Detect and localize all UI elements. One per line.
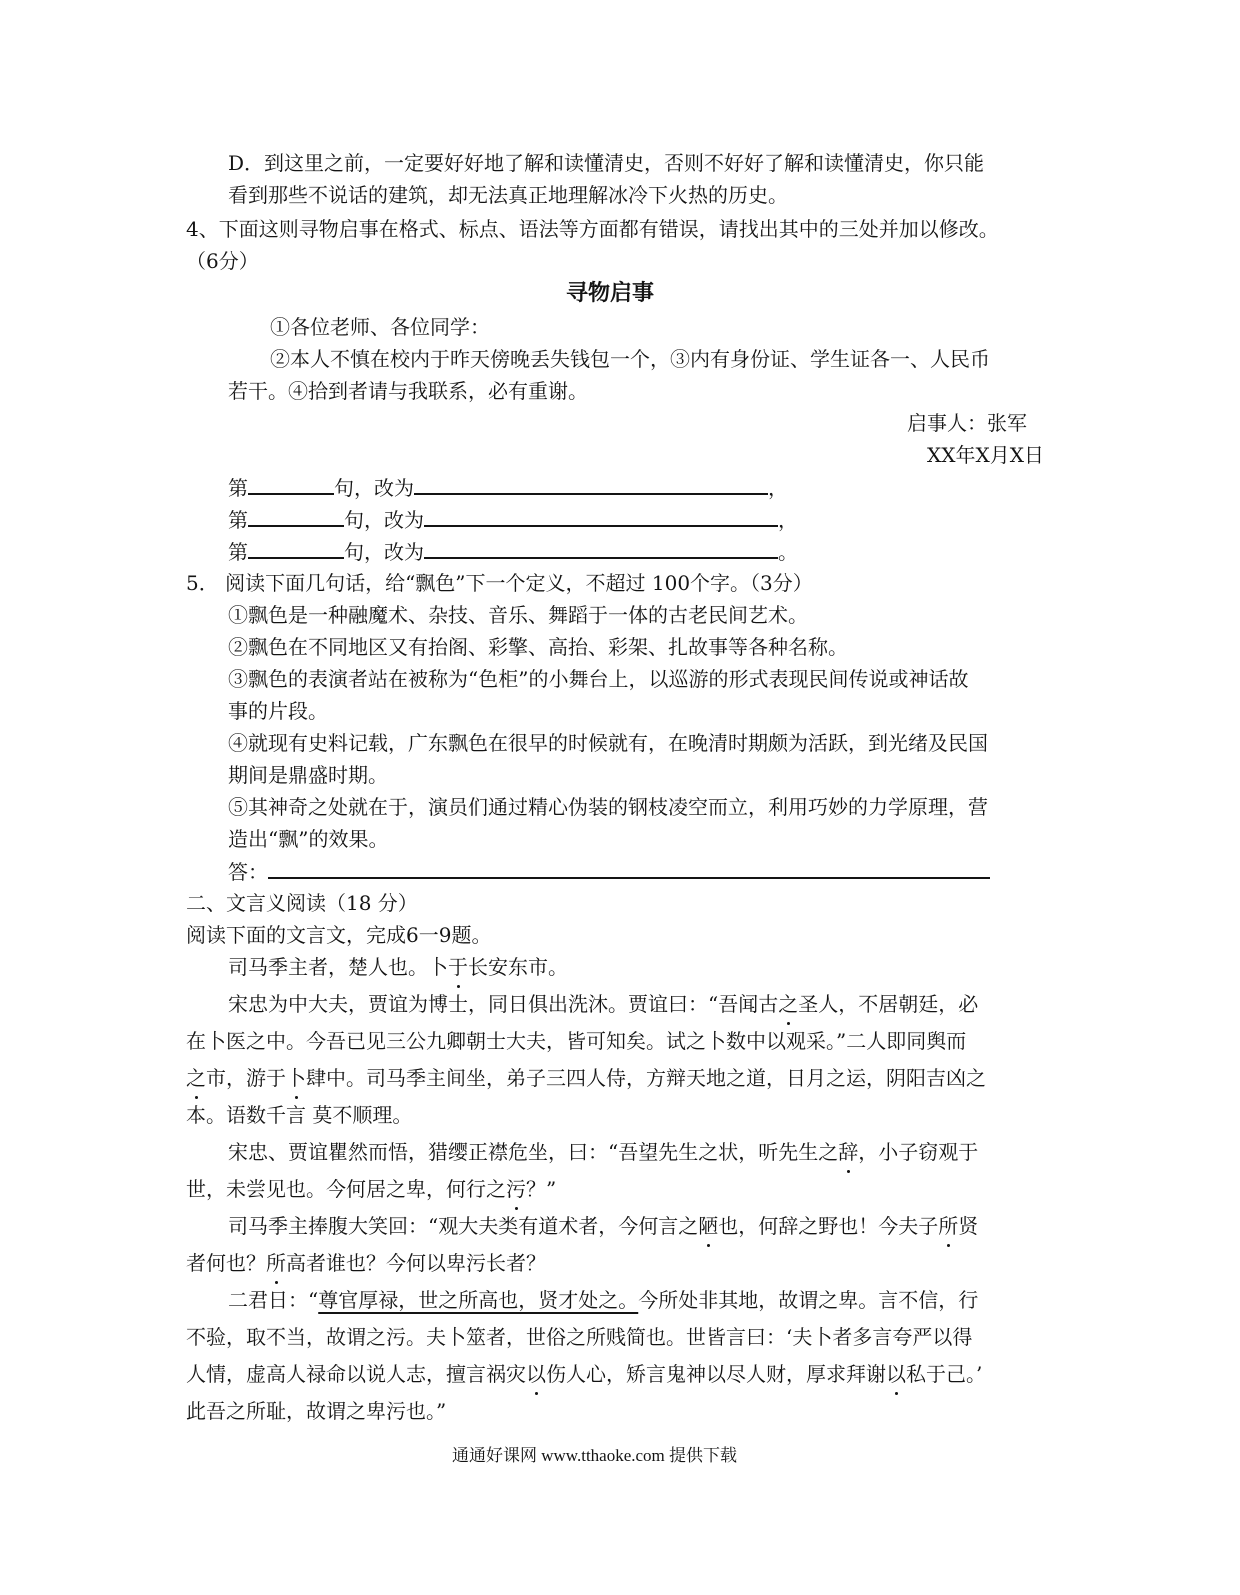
emphasis-char: 污 [506, 1177, 526, 1201]
text-run: 世，未尝见也。今何居之卑，何行之 [186, 1177, 506, 1201]
question-4-prompt: 4、下面这则寻物启事在格式、标点、语法等方面都有错误，请找出其中的三处并加以修改。 [186, 217, 999, 241]
emphasis-char: 之 [778, 992, 799, 1016]
text-run: 二君日：“ [228, 1288, 319, 1312]
sentence-3-line-1: ③飘色的表演者站在被称为“色柜”的小舞台上，以巡游的形式表现民间传说或神话故 [228, 667, 969, 691]
text-run: 宋忠、贾谊瞿然而悟，猎缨正襟危坐，曰：“吾望先生之状，听先生之 [228, 1140, 839, 1164]
text-run: 司马季主捧腹大笑回：“观大夫类有道术者，今何言之 [228, 1214, 699, 1238]
text-run: 也，何辞之野也！今夫子 [718, 1214, 939, 1238]
sentence-1: ①飘色是一种融魔术、杂技、音乐、舞蹈于一体的古老民间艺术。 [228, 603, 808, 627]
question-5-prompt: 5． 阅读下面几句话，给“飘色”下一个定义，不超过 100个字。（3分） [186, 571, 813, 595]
fill-label: 第 [228, 476, 248, 500]
passage-p2-line-4: 本。语数千言 莫不顺理。 [186, 1103, 413, 1127]
fill-label: 句，改为 [344, 540, 424, 564]
sentence-5-line-1: ⑤其神奇之处就在于，演员们通过精心伪装的钢枝凌空而立，利用巧妙的力学原理，营 [228, 795, 988, 819]
emphasis-char: 于 [448, 955, 468, 979]
option-d-line-2: 看到那些不说话的建筑，却无法真正地理解冰冷下火热的历史。 [228, 183, 788, 207]
fill-label: 句，改为 [344, 508, 424, 532]
emphasis-char: 陋 [698, 1214, 719, 1238]
emphasis-char: 辞 [838, 1140, 859, 1164]
answer-blank[interactable] [268, 857, 990, 879]
passage-p5-line-3 [186, 1360, 982, 1388]
notice-signer: 启事人：张军 [907, 411, 1027, 435]
passage-p2-line-1 [228, 990, 978, 1018]
section-2-heading: 二、文言义阅读（18 分） [186, 891, 418, 915]
fill-label: 第 [228, 508, 248, 532]
notice-line-1: ①各位老师、各位同学： [270, 315, 490, 339]
question-4-score: （6分） [186, 249, 259, 273]
sentence-number-blank[interactable] [248, 473, 334, 495]
sentence-5-line-2: 造出“飘”的效果。 [228, 827, 389, 851]
text-run: 今所处非其地，故谓之卑。言不信，行 [638, 1288, 979, 1312]
fill-row-1 [228, 473, 788, 502]
text-run: 市，游于 [206, 1066, 286, 1090]
emphasis-char: 以 [886, 1362, 906, 1386]
section-2-instruction: 阅读下面的文言文，完成6一9题。 [186, 923, 492, 947]
page-footer: 通通好课网 www.tthaoke.com 提供下载 [452, 1446, 738, 1465]
text-run: 人情，虚高人禄命以说人志，擅言祸灾 [186, 1362, 526, 1386]
fill-label: 句，改为 [334, 476, 414, 500]
emphasis-char: 之 [186, 1066, 206, 1090]
notice-line-2: ②本人不慎在校内于昨天傍晚丢失钱包一个，③内有身份证、学生证各一、人民币 [270, 347, 990, 371]
emphasis-char: 以 [526, 1362, 546, 1386]
fill-label: 第 [228, 540, 248, 564]
sentence-4-line-2: 期间是鼎盛时期。 [228, 763, 388, 787]
correction-blank[interactable] [424, 537, 778, 559]
correction-blank[interactable] [414, 473, 768, 495]
text-run: ？” [526, 1177, 557, 1201]
passage-p3-line-2 [186, 1175, 556, 1203]
passage-p5-line-4: 此吾之所耻，故谓之卑污也。” [186, 1399, 447, 1423]
text-run: 宋忠为中大夫，贾谊为博士，同日俱出洗沐。贾谊曰：“吾闻古 [228, 992, 779, 1016]
sentence-2: ②飘色在不同地区又有抬阁、彩擎、高抬、彩架、扎故事等各种名称。 [228, 635, 848, 659]
text-run: 私于己。’ [906, 1362, 983, 1386]
text-run: 高者谁也？今何以卑污长者？ [286, 1251, 546, 1275]
emphasis-char: 所 [938, 1214, 959, 1238]
text-run: 圣人，不居朝廷，必 [798, 992, 979, 1016]
text-run: 肆中。司马季主间坐，弟子三四人侍，方辩天地之道，日月之运，阴阳吉凶之 [306, 1066, 986, 1090]
fill-row-3 [228, 537, 798, 566]
correction-blank[interactable] [424, 505, 778, 527]
notice-title: 寻物启事 [566, 281, 655, 306]
sentence-number-blank[interactable] [248, 537, 344, 559]
option-d-line-1: D．到这里之前，一定要好好地了解和读懂清史，否则不好好了解和读懂清史，你只能 [228, 151, 985, 175]
sentence-number-blank[interactable] [248, 505, 344, 527]
passage-p1 [228, 953, 568, 981]
fill-punct: ， [768, 476, 788, 500]
sentence-4-line-1: ④就现有史料记载，广东飘色在很早的时候就有，在晚清时期颇为活跃，到光绪及民国 [228, 731, 988, 755]
fill-punct: 。 [778, 540, 798, 564]
text-run: 司马季主者，楚人也。卜 [228, 955, 448, 979]
text-run: 长安东市。 [468, 955, 568, 979]
text-run: ，小子窃观于 [858, 1140, 979, 1164]
passage-p3-line-1 [228, 1138, 978, 1166]
passage-p4-line-1 [228, 1212, 978, 1240]
passage-p2-line-2: 在卜医之中。今吾已见三公九卿朝士大夫，皆可知矣。试之卜数中以观采。”二人即同舆而 [186, 1029, 967, 1053]
fill-punct: ， [778, 508, 798, 532]
underlined-sentence: 尊官厚禄，世之所高也，贤才处之。 [318, 1288, 639, 1312]
notice-date: XX年X月X日 [927, 443, 1044, 467]
text-run: 伤人心，矫言鬼神以尽人财，厚求拜谢 [546, 1362, 886, 1386]
answer-label: 答： [228, 860, 268, 884]
text-run: 者何也？ [186, 1251, 266, 1275]
answer-row [228, 857, 990, 886]
notice-line-3: 若干。④拾到者请与我联系，必有重谢。 [228, 379, 588, 403]
sentence-3-line-2: 事的片段。 [228, 699, 328, 723]
passage-p4-line-2 [186, 1249, 546, 1277]
passage-p5-line-2: 不验，取不当，故谓之污。夫卜筮者，世俗之所贱简也。世皆言曰：‘夫卜者多言夸严以得 [186, 1325, 973, 1349]
emphasis-char: 所 [266, 1251, 286, 1275]
text-run: 贤 [958, 1214, 979, 1238]
emphasis-char: 卜 [286, 1066, 306, 1090]
fill-row-2 [228, 505, 798, 534]
passage-p2-line-3 [186, 1064, 986, 1092]
passage-p5-line-1 [228, 1286, 978, 1314]
